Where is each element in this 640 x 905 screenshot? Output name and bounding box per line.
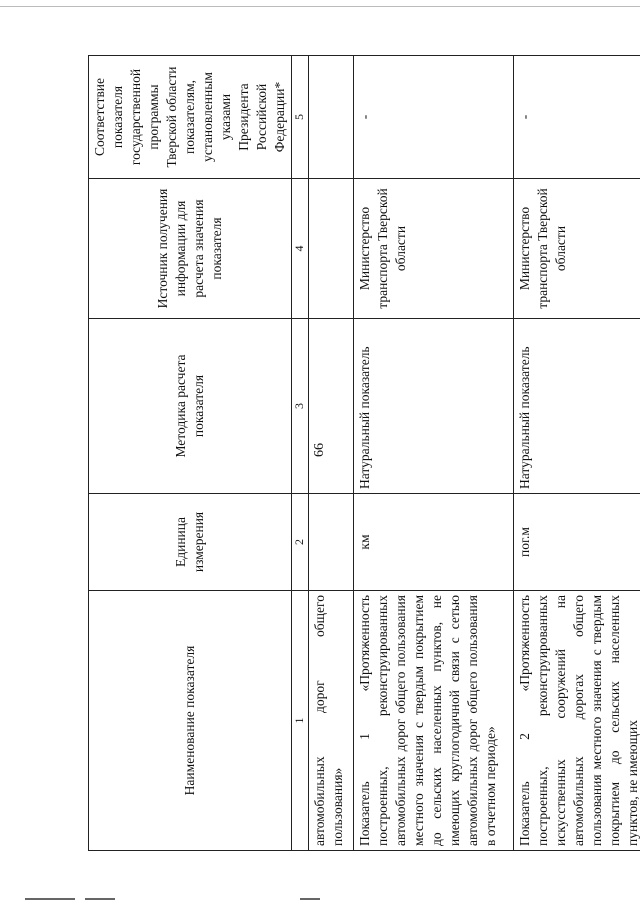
correspondence-cell: - bbox=[354, 56, 514, 179]
correspondence-cell: - bbox=[514, 56, 640, 179]
indicator-name-cell: Показатель 1 «Протяженность построенных, реконструированных автомобильных дорог общего пользования местного значения с твердым покрытием до сельских населенных пунктов, не имеющих круглогодичной связи с сетью автомобильных дорог общего пользования в отчетном периоде» bbox=[354, 591, 514, 851]
scan-edge-line bbox=[0, 6, 640, 7]
scan-mark bbox=[300, 898, 320, 900]
method-cell bbox=[309, 319, 354, 494]
scan-mark bbox=[85, 898, 115, 900]
header-source: Источник получения информации для расчета значения показателя bbox=[89, 179, 292, 319]
source-cell: Министерство транспорта Тверской области bbox=[354, 179, 514, 319]
column-number-row bbox=[292, 56, 309, 851]
indicator-table-rotated bbox=[88, 56, 640, 851]
column-number: 2 bbox=[292, 494, 309, 591]
header-unit: Единица измерения bbox=[89, 494, 292, 591]
header-indicator-name: Наименование показателя bbox=[89, 591, 292, 851]
table-row bbox=[354, 56, 514, 851]
method-cell: Натуральный показатель bbox=[514, 319, 640, 494]
column-number: 3 bbox=[292, 319, 309, 494]
source-cell bbox=[309, 179, 354, 319]
column-number: 1 bbox=[292, 591, 309, 851]
unit-cell: км bbox=[354, 494, 514, 591]
header-row bbox=[89, 56, 292, 851]
table-row bbox=[514, 56, 640, 851]
indicator-table bbox=[88, 55, 640, 851]
column-number: 4 bbox=[292, 179, 309, 319]
correspondence-cell bbox=[309, 56, 354, 179]
header-correspondence: Соответствие показателя государственной программы Тверской области показателям, установленным указами Президента Российской Федерации* bbox=[89, 56, 292, 179]
indicator-name-cell: Показатель 2 «Протяженность построенных, реконструированных искусственных сооружений на автомобильных дорогах общего пользования местного значения с твердым покрытием до сельских населенных пунктов, не имеющих bbox=[514, 591, 640, 851]
page-number: 66 bbox=[312, 443, 327, 457]
header-method: Методика расчета показателя bbox=[89, 319, 292, 494]
indicator-name-cell: автомобильных дорог общего пользования» bbox=[309, 591, 354, 851]
scan-mark bbox=[25, 898, 75, 900]
source-cell: Министерство транспорта Тверской области bbox=[514, 179, 640, 319]
table-row bbox=[309, 56, 354, 851]
method-cell: Натуральный показатель bbox=[354, 319, 514, 494]
unit-cell bbox=[309, 494, 354, 591]
column-number: 5 bbox=[292, 56, 309, 179]
unit-cell: пог.м bbox=[514, 494, 640, 591]
